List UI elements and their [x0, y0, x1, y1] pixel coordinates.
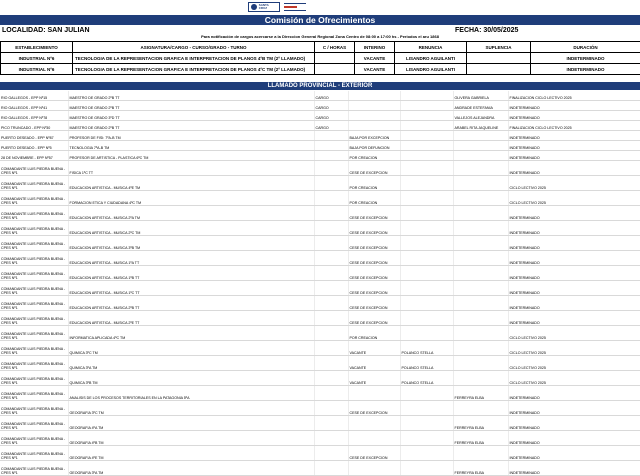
logo-text: SANTA CRUZ: [259, 4, 277, 10]
table-row: [0, 341, 640, 356]
table-cell: INDETERMINADO: [508, 151, 640, 161]
table-cell: [453, 131, 508, 141]
table-cell: INDETERMINADO: [531, 53, 640, 64]
fecha-label: FECHA: 30/05/2025: [455, 26, 518, 35]
table-cell: [314, 431, 348, 446]
table-cell: [453, 341, 508, 356]
table-cell: [453, 266, 508, 281]
table-cell: EDUCACION ARTISTICA - MUSICA 2ºE TT: [68, 311, 314, 326]
table-cell: [453, 311, 508, 326]
table-cell: INDETERMINADO: [508, 141, 640, 151]
table-row: [0, 251, 640, 266]
table-cell: TECNOLOGIA DE LA REPRESENTACION GRAFICA E INTERPRETACION DE PLANOS 4ºC TM (2º LLAMADO): [73, 64, 315, 75]
table-cell: COMANDANTE LUIS PIEDRA BUENA - CPES Nº1: [0, 221, 68, 236]
table-cell: INFORMATICA APLICADA 4ºC TM: [68, 326, 314, 341]
table-cell: LISANDRO AGUILANTI: [395, 53, 467, 64]
table-row: [0, 141, 640, 151]
table-cell: INDETERMINADO: [508, 296, 640, 311]
table-cell: QUIMICA 3ºB TM: [68, 371, 314, 386]
table-cell: [315, 64, 355, 75]
table-cell: PICO TRUNCADO - EPP Nº30: [0, 121, 68, 131]
table-cell: [314, 386, 348, 401]
table-cell: [348, 121, 400, 131]
table-cell: [314, 446, 348, 461]
table-cell: COMANDANTE LUIS PIEDRA BUENA - CPES Nº1: [0, 236, 68, 251]
column-header: RENUNCIA: [395, 42, 467, 53]
table-cell: INDETERMINADO: [508, 281, 640, 296]
table-cell: INDETERMINADO: [508, 161, 640, 176]
table-cell: COMANDANTE LUIS PIEDRA BUENA - CPES Nº1: [0, 176, 68, 191]
table-cell: [400, 176, 453, 191]
table-cell: [400, 236, 453, 251]
table-cell: [348, 416, 400, 431]
table-cell: [453, 296, 508, 311]
table-cell: [348, 431, 400, 446]
table-cell: [400, 311, 453, 326]
table-cell: PROFESOR DE FISI: 7ºA-B TM: [68, 131, 314, 141]
table-cell: PROFESOR DE ARTISTICA - PLASTICA 6ºC TM: [68, 151, 314, 161]
table-cell: EDUCACION ARTISTICA - MUSICA 1ºB TT: [68, 266, 314, 281]
table-cell: MAESTRO DE GRADO 3ºD TT: [68, 111, 314, 121]
column-header: ASIGNATURA/CARGO - CURSO/GRADO - TURNO: [73, 42, 315, 53]
table-cell: RIO GALLEGOS - EPP Nº78: [0, 111, 68, 121]
table-cell: VACANTE: [348, 356, 400, 371]
table-cell: GEOGRAFIA 4ºB TM: [68, 431, 314, 446]
table-cell: CICLO LECTIVO 2025: [508, 356, 640, 371]
table-row: [0, 401, 640, 416]
table-row: [1, 64, 640, 75]
table-cell: CESE DE EXCEPCION: [348, 296, 400, 311]
table-cell: MAESTRO DE GRADO 2ºB TT: [68, 91, 314, 101]
table-cell: INDETERMINADO: [508, 386, 640, 401]
table-cell: EDUCACION ARTISTICA - MUSICA 2ºB TT: [68, 296, 314, 311]
table-cell: COMANDANTE LUIS PIEDRA BUENA - CPES Nº1: [0, 311, 68, 326]
table-cell: CICLO LECTIVO 2025: [508, 341, 640, 356]
table-row: [0, 101, 640, 111]
table-cell: [400, 446, 453, 461]
table-cell: GEOGRAFIA 4ºA TM: [68, 416, 314, 431]
table-cell: INDETERMINADO: [531, 64, 640, 75]
table-cell: POR CREACION: [348, 176, 400, 191]
table-cell: [400, 431, 453, 446]
table-cell: CICLO LECTIVO 2025: [508, 326, 640, 341]
table-cell: [453, 326, 508, 341]
table-cell: COMANDANTE LUIS PIEDRA BUENA - CPES Nº1: [0, 206, 68, 221]
table-cell: [348, 461, 400, 476]
table-cell: BAJA POR EXCEPCION: [348, 131, 400, 141]
table-cell: INDETERMINADO: [508, 266, 640, 281]
table-cell: INDETERMINADO: [508, 416, 640, 431]
table-cell: [314, 341, 348, 356]
table-cell: TECNOLOGIA 7ºA-B TM: [68, 141, 314, 151]
notification-text: Para notificación de cargos acercarse a la Direccion General Regional Zona Centro de 08:00 a 17:00 hs - Periodos el aru 1868: [0, 34, 640, 40]
table-cell: [314, 401, 348, 416]
table-cell: CESE DE EXCEPCION: [348, 266, 400, 281]
table-row: [0, 446, 640, 461]
table-cell: [314, 151, 348, 161]
column-header: INTERINO: [355, 42, 395, 53]
table-cell: CESE DE EXCEPCION: [348, 236, 400, 251]
table-cell: COMANDANTE LUIS PIEDRA BUENA - CPES Nº1: [0, 446, 68, 461]
table-cell: [314, 266, 348, 281]
table-cell: RIO GALLEGOS - EPP Nº15: [0, 91, 68, 101]
table-cell: [314, 206, 348, 221]
table-cell: CESE DE EXCEPCION: [348, 401, 400, 416]
table-cell: [400, 266, 453, 281]
table-cell: COMANDANTE LUIS PIEDRA BUENA - CPES Nº1: [0, 341, 68, 356]
table-row: [0, 371, 640, 386]
table-cell: [314, 311, 348, 326]
table-cell: [400, 386, 453, 401]
province-seal-icon: [251, 4, 257, 10]
table-cell: [453, 446, 508, 461]
table-cell: CESE DE EXCEPCION: [348, 206, 400, 221]
table-cell: [453, 176, 508, 191]
table-cell: COMANDANTE LUIS PIEDRA BUENA - CPES Nº1: [0, 401, 68, 416]
table-cell: EDUCACION ARTISTICA - MUSICA 4ºE TM: [68, 176, 314, 191]
table-cell: QUIMICA 3ºC TM: [68, 341, 314, 356]
table-row: [0, 431, 640, 446]
table-cell: [314, 296, 348, 311]
table-cell: VACANTE: [348, 371, 400, 386]
table-cell: VACANTE: [355, 53, 395, 64]
table-row: [0, 266, 640, 281]
column-header: ESTABLECIMIENTO: [1, 42, 73, 53]
table-cell: CESE DE EXCEPCION: [348, 311, 400, 326]
table-cell: [400, 101, 453, 111]
section-title: LLAMADO PROVINCIAL - EXTERIOR: [0, 82, 640, 90]
table-cell: [453, 151, 508, 161]
table-cell: INDETERMINADO: [508, 311, 640, 326]
table-cell: FINALIZACION CICLO LECTIVO 2025: [508, 91, 640, 101]
table-cell: [400, 121, 453, 131]
table-cell: COMANDANTE LUIS PIEDRA BUENA - CPES Nº1: [0, 281, 68, 296]
table-row: [0, 176, 640, 191]
table-cell: CICLO LECTIVO 2025: [508, 176, 640, 191]
table-row: [0, 416, 640, 431]
table-cell: [314, 191, 348, 206]
table-cell: COMANDANTE LUIS PIEDRA BUENA - CPES Nº1: [0, 431, 68, 446]
table-row: [0, 151, 640, 161]
table-cell: INDETERMINADO: [508, 206, 640, 221]
table-cell: FERREYRA ELBA: [453, 461, 508, 476]
table-cell: POR CREACION: [348, 151, 400, 161]
table-cell: [400, 221, 453, 236]
table-cell: [467, 64, 531, 75]
table-cell: [400, 191, 453, 206]
table-cell: EDUCACION ARTISTICA - MUSICA 2ºC TM: [68, 221, 314, 236]
table-row: [1, 53, 640, 64]
table-cell: COMANDANTE LUIS PIEDRA BUENA - CPES Nº1: [0, 416, 68, 431]
table-row: [0, 236, 640, 251]
table-cell: CESE DE EXCEPCION: [348, 281, 400, 296]
top-rows: [1, 53, 640, 75]
table-cell: EDUCACION ARTISTICA - MUSICA 1ºA TT: [68, 251, 314, 266]
table-cell: [453, 206, 508, 221]
table-row: [0, 386, 640, 401]
table-cell: [400, 326, 453, 341]
table-cell: CARGO: [314, 111, 348, 121]
table-cell: 28 DE NOVIEMBRE - EPP Nº57: [0, 151, 68, 161]
table-cell: COMANDANTE LUIS PIEDRA BUENA - CPES Nº1: [0, 266, 68, 281]
table-cell: COMANDANTE LUIS PIEDRA BUENA - CPES Nº1: [0, 251, 68, 266]
table-row: [0, 281, 640, 296]
table-cell: POR CREACION: [348, 326, 400, 341]
table-cell: CESE DE EXCEPCION: [348, 446, 400, 461]
localidad-label: LOCALIDAD: SAN JULIAN: [2, 26, 90, 35]
offerings-rows: [0, 91, 640, 476]
table-row: [0, 296, 640, 311]
table-cell: TECNOLOGIA DE LA REPRESENTACION GRAFICA E INTERPRETACION DE PLANOS 4ºB TM (2º LLAMADO): [73, 53, 315, 64]
table-cell: CICLO LECTIVO 2025: [508, 371, 640, 386]
table-cell: COMANDANTE LUIS PIEDRA BUENA - CPES Nº1: [0, 296, 68, 311]
table-cell: VACANTE: [348, 341, 400, 356]
table-cell: [453, 401, 508, 416]
table-cell: COMANDANTE LUIS PIEDRA BUENA - CPES Nº1: [0, 356, 68, 371]
table-cell: [467, 53, 531, 64]
table-cell: INDETERMINADO: [508, 461, 640, 476]
table-cell: ANALISIS DE LOS PROCESOS TERRITORIALES EN LA PATAGONIA 5ºA: [68, 386, 314, 401]
table-cell: [400, 206, 453, 221]
table-cell: GEOGRAFIA 3ºC TM: [68, 401, 314, 416]
table-cell: GEOGRAFIA 3ºA TM: [68, 461, 314, 476]
table-cell: [314, 131, 348, 141]
table-cell: POLANCO STELLA: [400, 341, 453, 356]
table-cell: [315, 53, 355, 64]
table-cell: COMANDANTE LUIS PIEDRA BUENA - CPES Nº1: [0, 161, 68, 176]
table-cell: ARABEL RITA JAQUELINE: [453, 121, 508, 131]
table-row: [0, 191, 640, 206]
table-cell: POR CREACION: [348, 191, 400, 206]
table-cell: [400, 111, 453, 121]
table-cell: CARGO: [314, 121, 348, 131]
table-cell: [314, 371, 348, 386]
column-header: C / HORAS: [315, 42, 355, 53]
table-cell: [314, 461, 348, 476]
table-row: [0, 206, 640, 221]
table-cell: [453, 191, 508, 206]
table-cell: [348, 91, 400, 101]
table-row: [0, 326, 640, 341]
table-cell: [314, 161, 348, 176]
table-cell: FERREYRA ELBA: [453, 431, 508, 446]
table-cell: [453, 161, 508, 176]
table-cell: [314, 251, 348, 266]
table-cell: [348, 101, 400, 111]
table-cell: FERREYRA ELBA: [453, 416, 508, 431]
table-cell: COMANDANTE LUIS PIEDRA BUENA - CPES Nº1: [0, 371, 68, 386]
table-cell: [400, 161, 453, 176]
table-cell: MAESTRO DE GRADO 2ºB TT: [68, 121, 314, 131]
table-row: [0, 461, 640, 476]
table-cell: [400, 91, 453, 101]
table-cell: [400, 251, 453, 266]
table-cell: FISICA 1ºC TT: [68, 161, 314, 176]
table-cell: PUERTO DESEADO - EPP Nº5: [0, 141, 68, 151]
page-title: Comisión de Ofrecimientos: [0, 15, 640, 25]
table-cell: COMANDANTE LUIS PIEDRA BUENA - CPES Nº1: [0, 386, 68, 401]
table-cell: [400, 141, 453, 151]
santa-cruz-logo: [248, 2, 280, 12]
table-cell: [400, 131, 453, 141]
table-cell: INDETERMINADO: [508, 131, 640, 141]
table-cell: [314, 236, 348, 251]
table-cell: [400, 281, 453, 296]
offerings-table: [0, 91, 640, 476]
table-cell: INDETERMINADO: [508, 401, 640, 416]
table-row: [0, 161, 640, 176]
table-cell: POLANCO STELLA: [400, 356, 453, 371]
table-cell: [453, 221, 508, 236]
table-cell: BAJA POR DEFUNCION: [348, 141, 400, 151]
table-cell: INDETERMINADO: [508, 446, 640, 461]
table-cell: QUIMICA 3ºA TM: [68, 356, 314, 371]
table-cell: EDUCACION ARTISTICA - MUSICA 2ºA TM: [68, 206, 314, 221]
table-cell: [400, 461, 453, 476]
table-cell: INDETERMINADO: [508, 101, 640, 111]
table-cell: [314, 176, 348, 191]
table-row: [0, 131, 640, 141]
table-cell: INDETERMINADO: [508, 236, 640, 251]
table-cell: COMANDANTE LUIS PIEDRA BUENA - CPES Nº1: [0, 326, 68, 341]
table-row: [0, 311, 640, 326]
table-cell: [314, 416, 348, 431]
table-cell: CESE DE EXCEPCION: [348, 221, 400, 236]
table-cell: EDUCACION ARTISTICA - MUSICA 1ºC TT: [68, 281, 314, 296]
table-cell: [400, 416, 453, 431]
table-cell: [453, 356, 508, 371]
table-cell: [348, 386, 400, 401]
header-row: [1, 42, 640, 53]
column-header: SUPLENCIA: [467, 42, 531, 53]
table-cell: [453, 281, 508, 296]
table-cell: [453, 141, 508, 151]
ministry-logo: [284, 2, 306, 12]
table-cell: GEOGRAFIA 4ºE TM: [68, 446, 314, 461]
table-cell: [453, 251, 508, 266]
table-row: [0, 221, 640, 236]
table-cell: [314, 141, 348, 151]
table-cell: LISANDRO AGUILANTI: [395, 64, 467, 75]
table-cell: [314, 221, 348, 236]
header-table: [0, 41, 640, 75]
table-cell: FINALIZACION CICLO LECTIVO 2025: [508, 121, 640, 131]
table-row: [0, 356, 640, 371]
table-cell: [314, 326, 348, 341]
table-cell: RIO GALLEGOS - EPP Nº41: [0, 101, 68, 111]
table-cell: FORMACION ETICA Y CIUDADANA 4ºC TM: [68, 191, 314, 206]
table-cell: [400, 401, 453, 416]
table-row: [0, 91, 640, 101]
table-cell: EDUCACION ARTISTICA - MUSICA 3ºB TM: [68, 236, 314, 251]
table-cell: INDETERMINADO: [508, 431, 640, 446]
table-row: [0, 121, 640, 131]
table-cell: INDETERMINADO: [508, 251, 640, 266]
table-cell: CICLO LECTIVO 2025: [508, 191, 640, 206]
table-cell: PUERTO DESEADO - EPP Nº87: [0, 131, 68, 141]
table-cell: FERREYRA ELBA: [453, 386, 508, 401]
table-cell: CARGO: [314, 101, 348, 111]
table-cell: MAESTRO DE GRADO 2ºB TT: [68, 101, 314, 111]
table-cell: OLIVERA GABRIELA: [453, 91, 508, 101]
table-cell: ANDRADE ESTEFANIA: [453, 101, 508, 111]
table-cell: CESE DE EXCEPCION: [348, 251, 400, 266]
table-cell: INDETERMINADO: [508, 221, 640, 236]
table-cell: COMANDANTE LUIS PIEDRA BUENA - CPES Nº1: [0, 461, 68, 476]
table-cell: [314, 281, 348, 296]
table-cell: CARGO: [314, 91, 348, 101]
table-cell: INDETERMINADO: [508, 111, 640, 121]
table-cell: COMANDANTE LUIS PIEDRA BUENA - CPES Nº1: [0, 191, 68, 206]
table-row: [0, 111, 640, 121]
table-cell: INDUSTRIAL Nº6: [1, 64, 73, 75]
table-cell: CESE DE EXCEPCION: [348, 161, 400, 176]
table-cell: [314, 356, 348, 371]
table-cell: POLANCO STELLA: [400, 371, 453, 386]
table-cell: [400, 151, 453, 161]
table-cell: VALLEJOS ALEJANDRA: [453, 111, 508, 121]
table-cell: VACANTE: [355, 64, 395, 75]
table-cell: INDUSTRIAL Nº6: [1, 53, 73, 64]
table-cell: [400, 296, 453, 311]
table-cell: [348, 111, 400, 121]
column-header: DURACIÓN: [531, 42, 640, 53]
table-cell: [453, 371, 508, 386]
table-cell: [453, 236, 508, 251]
